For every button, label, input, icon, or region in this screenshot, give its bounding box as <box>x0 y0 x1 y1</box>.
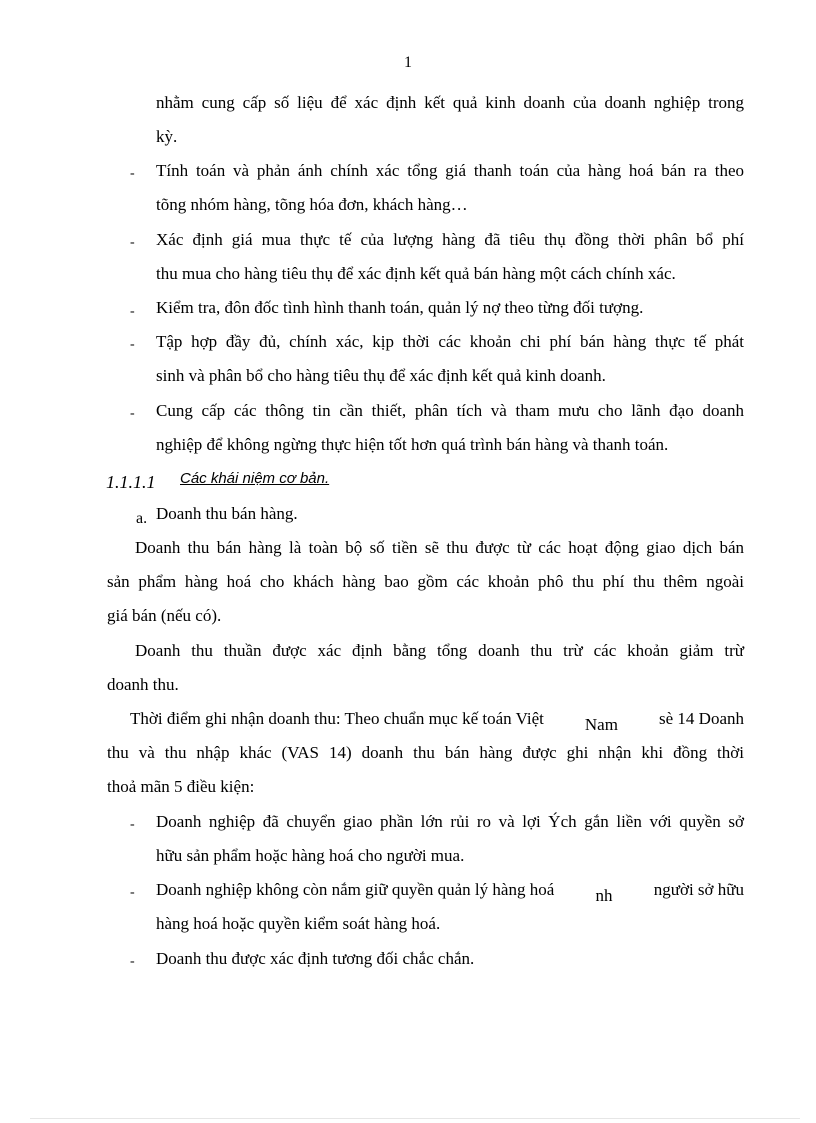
bullet-text: Doanh thu được xác định tương đối chắc chắn. <box>156 949 475 968</box>
bullet-text-lowered: nh <box>595 886 613 905</box>
bullet-text: Xác định giá mua thực tế của lượng hàng đã tiêu thụ đồng thời phân bổ phí <box>156 230 744 249</box>
paragraph-line: Doanh thu bán hàng là toàn bộ số tiền sẽ thu được từ các hoạt động giao dịch bán <box>135 538 744 557</box>
subsection-title: Doanh thu bán hàng. <box>156 504 298 523</box>
bullet-text: tõng nhóm hàng, tõng hóa đơn, khách hàng… <box>156 195 468 214</box>
paragraph-line: thoả mãn 5 điều kiện: <box>107 777 255 796</box>
bullet-line <box>156 880 744 905</box>
bullet-dash: - <box>130 954 135 969</box>
paragraph-line: thu và thu nhập khác (VAS 14) doanh thu bán hàng được ghi nhận khi đồng thời <box>107 743 744 762</box>
bullet-text: Tính toán và phản ánh chính xác tổng giá thanh toán của hàng hoá bán ra theo <box>156 161 744 180</box>
bullet-dash: - <box>130 406 135 421</box>
subsection-letter: a. <box>136 510 148 527</box>
bullet-text: Tập hợp đầy đủ, chính xác, kịp thời các khoản chi phí bán hàng thực tế phát <box>156 332 744 351</box>
bullet-text: Cung cấp các thông tin cần thiết, phân tích và tham mưu cho lãnh đạo doanh <box>156 401 744 420</box>
bullet-text: Kiểm tra, đôn đốc tình hình thanh toán, quản lý nợ theo từng đối tượng. <box>156 298 644 317</box>
text-line: kỳ. <box>156 127 178 146</box>
bullet-dash: - <box>130 885 135 900</box>
bullet-text: hàng hoá hoặc quyền kiểm soát hàng hoá. <box>156 914 441 933</box>
paragraph-line: giá bán (nếu có). <box>107 606 222 625</box>
bullet-dash: - <box>130 235 135 250</box>
paragraph-text-lowered: Nam <box>584 715 618 734</box>
section-title: Các khái niệm cơ bản. <box>180 470 330 487</box>
paragraph-text: sè 14 Doanh <box>659 709 744 728</box>
bullet-dash: - <box>130 304 135 319</box>
paragraph-text: Thời điểm ghi nhận doanh thu: Theo chuẩn mục kế toán Việt <box>130 709 544 728</box>
bullet-text: Doanh nghiệp đã chuyển giao phần lớn rủi ro và lợi Ých gắn liền với quyền sở <box>156 812 744 831</box>
bullet-text: thu mua cho hàng tiêu thụ để xác định kết quả bán hàng một cách chính xác. <box>156 264 676 283</box>
bullet-text: Doanh nghiệp không còn nắm giữ quyền quản lý hàng hoá <box>156 880 555 899</box>
bullet-text: sinh và phân bổ cho hàng tiêu thụ để xác định kết quả kinh doanh. <box>156 366 606 385</box>
page-bottom-divider <box>30 1118 800 1119</box>
paragraph-line: sản phẩm hàng hoá cho khách hàng bao gồm các khoản phô thu phí thu thêm ngoài <box>107 572 744 591</box>
bullet-text: nghiệp để không ngừng thực hiện tốt hơn quá trình bán hàng và thanh toán. <box>156 435 669 454</box>
paragraph-line: doanh thu. <box>107 675 179 694</box>
paragraph-line <box>130 709 744 734</box>
page-number: 1 <box>404 54 412 71</box>
bullet-dash: - <box>130 817 135 832</box>
paragraph-line: Doanh thu thuần được xác định bằng tổng doanh thu trừ các khoản giảm trừ <box>135 641 744 660</box>
bullet-dash: - <box>130 166 135 181</box>
bullet-text: hữu sản phẩm hoặc hàng hoá cho người mua. <box>156 846 465 865</box>
section-number: 1.1.1.1 <box>106 472 156 492</box>
text-line: nhằm cung cấp số liệu để xác định kết quả kinh doanh của doanh nghiệp trong <box>156 93 744 112</box>
bullet-text: người sở hữu <box>653 880 744 899</box>
bullet-dash: - <box>130 337 135 352</box>
